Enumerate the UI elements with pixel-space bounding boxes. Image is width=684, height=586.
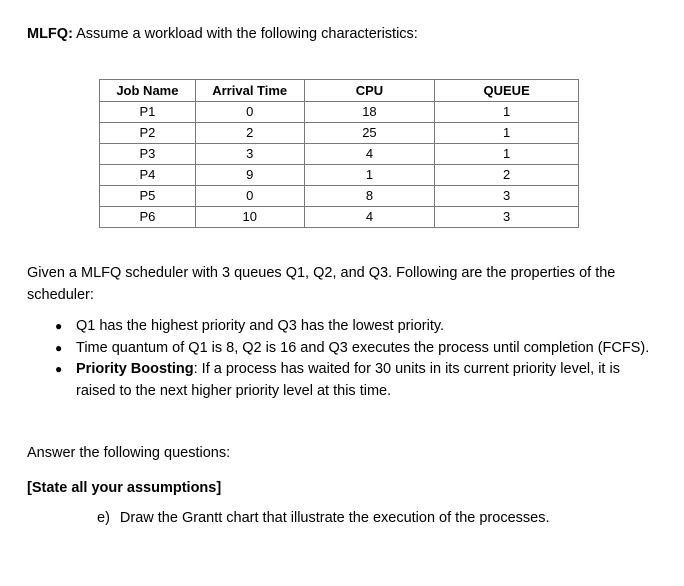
cell-cpu: 8 — [304, 186, 435, 207]
cell-arrival: 0 — [195, 102, 304, 123]
document-heading — [27, 26, 418, 42]
table-row — [100, 123, 579, 144]
cell-job: P4 — [100, 165, 196, 186]
property-text: Q1 has the highest priority and Q3 has the lowest priority. — [76, 318, 445, 334]
question-text: Draw the Grantt chart that illustrate the execution of the processes. — [119, 510, 550, 526]
workload-table — [99, 79, 579, 228]
cell-cpu: 1 — [304, 165, 435, 186]
cell-job: P3 — [100, 144, 196, 165]
table-row — [100, 186, 579, 207]
cell-cpu: 4 — [304, 144, 435, 165]
cell-cpu: 4 — [304, 207, 435, 228]
table-row — [100, 207, 579, 228]
cell-queue: 3 — [435, 207, 579, 228]
bullet-icon: ● — [55, 340, 63, 355]
list-item — [52, 316, 652, 338]
cell-queue: 1 — [435, 123, 579, 144]
cell-arrival: 0 — [195, 186, 304, 207]
heading-prefix: MLFQ: — [27, 26, 73, 42]
bullet-icon: ● — [55, 362, 63, 376]
header-job-name: Job Name — [100, 80, 196, 102]
cell-queue: 1 — [435, 144, 579, 165]
property-text: Time quantum of Q1 is 8, Q2 is 16 and Q3 executes the process until completion (FCFS). — [76, 339, 650, 356]
question-e — [97, 510, 549, 526]
table-header-row — [100, 80, 579, 102]
cell-arrival: 10 — [195, 207, 304, 228]
table-row — [100, 165, 579, 186]
cell-job: P2 — [100, 123, 196, 144]
list-item — [52, 359, 652, 402]
cell-job: P5 — [100, 186, 196, 207]
cell-queue: 2 — [435, 165, 579, 186]
cell-cpu: 18 — [304, 102, 435, 123]
header-cpu: CPU — [304, 80, 435, 102]
property-text: : If a process has waited for 30 units in its current priority level, it is raised to the next higher priority level at this time. — [76, 361, 620, 399]
cell-queue: 3 — [435, 186, 579, 207]
answer-prompt: Answer the following questions: — [27, 445, 231, 461]
table-row — [100, 102, 579, 123]
list-item — [52, 338, 652, 360]
cell-cpu: 25 — [304, 123, 435, 144]
assumptions-note: [State all your assumptions] — [27, 480, 222, 496]
header-arrival-time: Arrival Time — [195, 80, 304, 102]
header-queue: QUEUE — [435, 80, 579, 102]
question-label: e) — [97, 510, 110, 526]
cell-job: P6 — [100, 207, 196, 228]
cell-job: P1 — [100, 102, 196, 123]
cell-queue: 1 — [435, 102, 579, 123]
properties-list — [52, 316, 652, 402]
intro-paragraph: Given a MLFQ scheduler with 3 queues Q1, Q2, and Q3. Following are the properties of the scheduler: — [27, 265, 616, 303]
cell-arrival: 9 — [195, 165, 304, 186]
table-row — [100, 144, 579, 165]
bullet-icon: ● — [55, 319, 63, 333]
cell-arrival: 2 — [195, 123, 304, 144]
cell-arrival: 3 — [195, 144, 304, 165]
property-bold: Priority Boosting — [76, 361, 194, 377]
heading-text: Assume a workload with the following characteristics: — [72, 26, 418, 42]
